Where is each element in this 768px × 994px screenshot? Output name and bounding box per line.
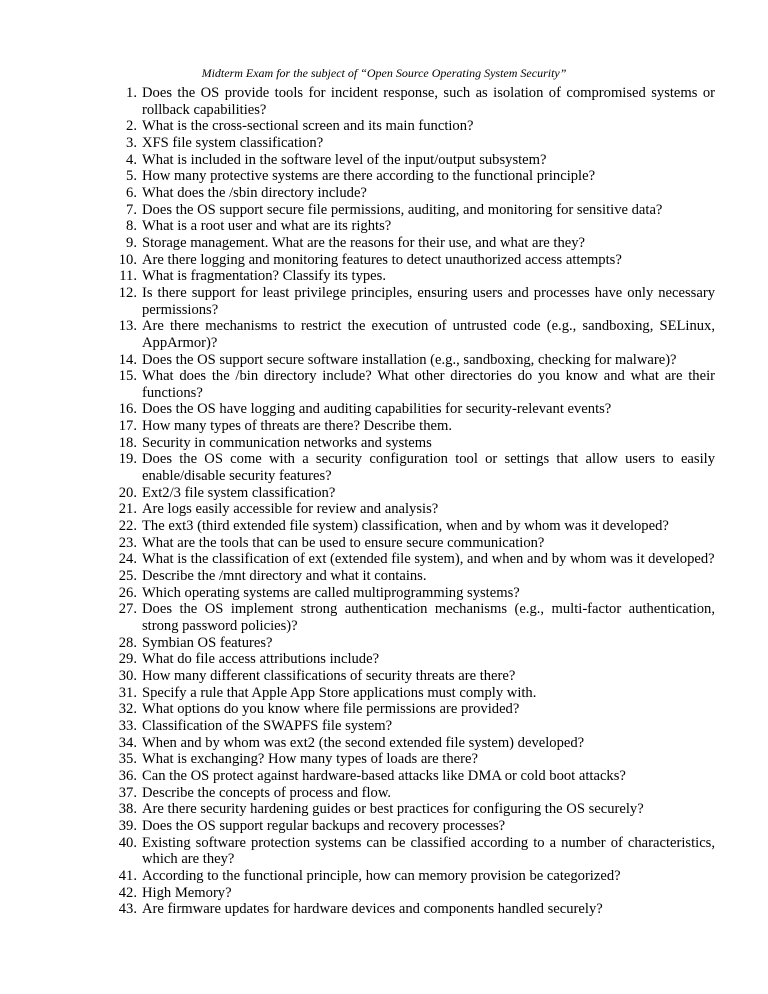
question-number: 18. (118, 434, 137, 451)
question-item (105, 885, 715, 902)
question-number: 15. (118, 368, 137, 385)
question-number: 5. (126, 168, 137, 185)
question-item (105, 685, 715, 702)
question-number: 1. (126, 85, 137, 101)
question-number: 10. (118, 251, 137, 268)
question-number: 12. (118, 284, 137, 301)
question-text: Is there support for least privilege principles, ensuring users and processes have only necessary permissions? (142, 284, 715, 318)
question-text: Can the OS protect against hardware-based attacks like DMA or cold boot attacks? (142, 767, 626, 784)
question-item (105, 668, 715, 685)
question-item (105, 518, 715, 535)
question-text: How many protective systems are there according to the functional principle? (142, 168, 596, 185)
question-number: 17. (118, 418, 137, 435)
question-item (105, 535, 715, 552)
question-number: 29. (118, 651, 137, 668)
question-text: What is the cross-sectional screen and its main function? (142, 118, 474, 135)
question-text: How many different classifications of security threats are there? (142, 667, 516, 684)
question-item (105, 235, 715, 252)
question-item (105, 701, 715, 718)
question-text: What is a root user and what are its rights? (142, 218, 392, 235)
question-text: Does the OS have logging and auditing capabilities for security-relevant events? (142, 401, 612, 418)
question-text: What does the /sbin directory include? (142, 184, 367, 201)
question-text: XFS file system classification? (142, 134, 324, 151)
question-number: 23. (118, 534, 137, 551)
question-item (105, 118, 715, 135)
question-item (105, 135, 715, 152)
question-number: 11. (119, 268, 137, 285)
question-item (105, 85, 715, 118)
question-number: 31. (118, 684, 137, 701)
question-item (105, 868, 715, 885)
question-item (105, 401, 715, 418)
question-item (105, 651, 715, 668)
question-item (105, 451, 715, 484)
question-number: 7. (126, 201, 137, 218)
question-item (105, 785, 715, 802)
question-item (105, 152, 715, 169)
question-number: 40. (118, 834, 137, 851)
question-text: High Memory? (142, 884, 232, 901)
question-text: Are there logging and monitoring features to detect unauthorized access attempts? (142, 251, 622, 268)
question-text: Are firmware updates for hardware devices and components handled securely? (142, 901, 603, 918)
question-item (105, 568, 715, 585)
question-number: 4. (126, 151, 137, 168)
question-number: 37. (118, 784, 137, 801)
question-text: How many types of threats are there? Describe them. (142, 418, 452, 435)
question-number: 26. (118, 584, 137, 601)
question-item (105, 901, 715, 918)
question-number: 9. (126, 234, 137, 251)
question-number: 41. (118, 867, 137, 884)
question-list (105, 85, 715, 918)
question-number: 33. (118, 717, 137, 734)
question-text: What is exchanging? How many types of loads are there? (142, 751, 478, 768)
question-item (105, 768, 715, 785)
question-text: What is the classification of ext (extended file system), and when and by whom was it developed? (142, 551, 715, 568)
question-text: Classification of the SWAPFS file system? (142, 717, 393, 734)
question-number: 43. (118, 901, 137, 918)
question-text: Storage management. What are the reasons for their use, and what are they? (142, 234, 586, 251)
question-item (105, 252, 715, 269)
question-text: Does the OS support secure file permissions, auditing, and monitoring for sensitive data? (142, 201, 663, 218)
question-item (105, 818, 715, 835)
question-number: 28. (118, 634, 137, 651)
question-number: 21. (118, 501, 137, 518)
question-item (105, 352, 715, 369)
question-number: 24. (118, 551, 137, 568)
question-item (105, 418, 715, 435)
question-item (105, 718, 715, 735)
question-number: 19. (118, 451, 137, 468)
question-text: What is fragmentation? Classify its types. (142, 268, 386, 285)
question-text: Symbian OS features? (142, 634, 273, 651)
question-number: 42. (118, 884, 137, 901)
question-item (105, 435, 715, 452)
question-text: What are the tools that can be used to ensure secure communication? (142, 534, 545, 551)
question-number: 8. (126, 218, 137, 235)
question-number: 13. (118, 318, 137, 335)
question-item (105, 285, 715, 318)
question-text: Does the OS provide tools for incident response, such as isolation of compromised systems or rollback capabilities? (142, 85, 715, 118)
question-item (105, 735, 715, 752)
question-text: Which operating systems are called multiprogramming systems? (142, 584, 520, 601)
question-text: According to the functional principle, how can memory provision be categorized? (142, 867, 621, 884)
question-item (105, 835, 715, 868)
question-text: What do file access attributions include? (142, 651, 380, 668)
question-number: 39. (118, 817, 137, 834)
question-item (105, 751, 715, 768)
question-item (105, 601, 715, 634)
question-text: Does the OS support regular backups and recovery processes? (142, 817, 506, 834)
question-text: Are there security hardening guides or best practices for configuring the OS securely? (142, 801, 644, 818)
question-item (105, 368, 715, 401)
question-number: 38. (118, 801, 137, 818)
question-text: Describe the /mnt directory and what it contains. (142, 568, 427, 585)
question-text: Does the OS support secure software installation (e.g., sandboxing, checking for malware)? (142, 351, 677, 368)
question-number: 27. (118, 601, 137, 618)
question-item (105, 551, 715, 568)
question-number: 14. (118, 351, 137, 368)
question-text: What does the /bin directory include? What other directories do you know and what are their functions? (142, 368, 715, 401)
question-number: 22. (118, 518, 137, 535)
question-text: Are logs easily accessible for review and analysis? (142, 501, 439, 518)
question-number: 20. (118, 484, 137, 501)
question-number: 16. (118, 401, 137, 418)
question-text: What is included in the software level of the input/output subsystem? (142, 151, 547, 168)
question-text: Are there mechanisms to restrict the execution of untrusted code (e.g., sandboxing, SELinux, AppArmor)? (142, 318, 715, 351)
question-item (105, 202, 715, 219)
question-number: 36. (118, 767, 137, 784)
question-item (105, 168, 715, 185)
question-item (105, 218, 715, 235)
question-text: Describe the concepts of process and flow. (142, 784, 392, 801)
question-text: Existing software protection systems can be classified according to a number of characteristics, which are they? (142, 834, 715, 868)
question-text: Ext2/3 file system classification? (142, 484, 336, 501)
question-number: 6. (126, 184, 137, 201)
question-item (105, 268, 715, 285)
question-text: Security in communication networks and systems (142, 434, 432, 451)
question-number: 32. (118, 701, 137, 718)
question-item (105, 185, 715, 202)
question-item (105, 501, 715, 518)
question-item (105, 485, 715, 502)
question-item (105, 635, 715, 652)
question-item (105, 585, 715, 602)
question-number: 3. (126, 134, 137, 151)
question-text: What options do you know where file permissions are provided? (142, 701, 520, 718)
question-number: 35. (118, 751, 137, 768)
question-number: 34. (118, 734, 137, 751)
exam-header: Midterm Exam for the subject of “Open Source Operating System Security” (201, 66, 567, 80)
question-number: 25. (118, 568, 137, 585)
question-text: Specify a rule that Apple App Store applications must comply with. (142, 684, 537, 701)
question-number: 30. (118, 667, 137, 684)
question-text: Does the OS come with a security configuration tool or settings that allow users to easily enable/disable security features? (142, 451, 715, 485)
question-item (105, 318, 715, 351)
question-item (105, 801, 715, 818)
question-text: When and by whom was ext2 (the second extended file system) developed? (142, 734, 585, 751)
question-number: 2. (126, 118, 137, 135)
question-text: The ext3 (third extended file system) classification, when and by whom was it developed? (142, 518, 669, 535)
question-text: Does the OS implement strong authentication mechanisms (e.g., multi-factor authentication, strong password policies)? (142, 601, 715, 634)
